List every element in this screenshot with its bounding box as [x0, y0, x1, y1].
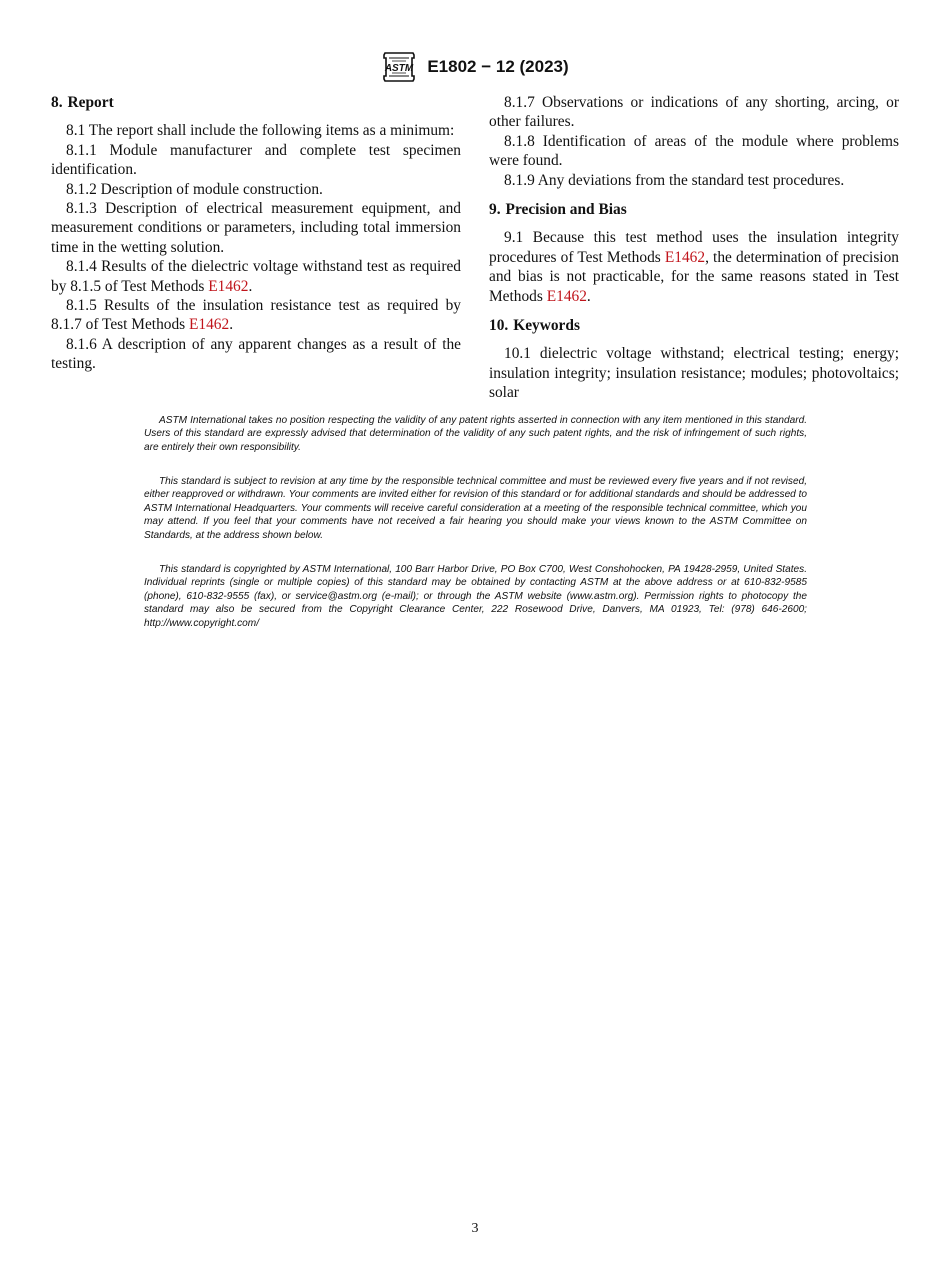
svg-text:ASTM: ASTM: [385, 63, 414, 74]
paragraph-8-1-1: 8.1.1 Module manufacturer and complete test specimen identification.: [51, 141, 461, 179]
page-number: 3: [471, 1221, 479, 1236]
document-designation: E1802 − 12 (2023): [427, 57, 569, 76]
paragraph-8-1-8: 8.1.8 Identification of areas of the module where problems were found.: [489, 132, 899, 170]
paragraph-8-1-7: 8.1.7 Observations or indications of any shorting, arcing, or other failures.: [489, 94, 899, 131]
astm-logo: [381, 50, 417, 84]
paragraph-8-1-6: 8.1.6 A description of any apparent changes as a result of the testing.: [51, 335, 461, 373]
reference-link-e1462[interactable]: E1462: [208, 277, 249, 295]
copyright-notice: This standard is copyrighted by ASTM International, 100 Barr Harbor Drive, PO Box C700, West Conshohocken, PA 19428-2959, United States. Individual reprints (single or multiple copies) of this standard may be obtained by contacting ASTM at the above address or at 610-832-9585 (phone), 610-832-9555 (fax), or service@astm.org (e-mail); or through the ASTM website (www.astm.org). Permission rights to photocopy the standard may also be secured from the Copyright Clearance Center, 222 Rosewood Drive, Danvers, MA 01923, Tel: (978) 646-2600; http://www.copyright.com/: [144, 564, 807, 629]
paragraph-8-1: 8.1 The report shall include the following items as a minimum:: [66, 122, 455, 140]
right-column: [489, 93, 899, 403]
paragraph-9-1: 9.1 Because this test method uses the insulation integrity procedures of Test Methods E1462, the determination of precision and bias is not practicable, for the same reasons stated in Test Methods E1462.: [489, 229, 899, 305]
left-column: [51, 93, 461, 374]
patent-notice: ASTM International takes no position respecting the validity of any patent rights asserted in connection with any item mentioned in this standard. Users of this standard are expressly advised that determination of the validity of any such patent rights, and the risk of infringement of such rights, are entirely their own responsibility.: [144, 415, 807, 453]
paragraph-8-1-4: 8.1.4 Results of the dielectric voltage withstand test as required by 8.1.5 of Test Methods E1462.: [51, 258, 461, 295]
paragraph-10-1: 10.1 dielectric voltage withstand; electrical testing; energy; insulation integrity; insulation resistance; modules; photovoltaics; solar: [489, 345, 899, 402]
reference-link-e1462[interactable]: E1462: [189, 316, 230, 334]
reference-link-e1462[interactable]: E1462: [546, 287, 587, 305]
paragraph-8-1-3: 8.1.3 Description of electrical measurement equipment, and measurement conditions or parameters, including total immersion time in the wetting solution.: [51, 200, 461, 256]
paragraph-8-1-5: 8.1.5 Results of the insulation resistance test as required by 8.1.7 of Test Methods E1462.: [51, 297, 461, 334]
paragraph-8-1-9: 8.1.9 Any deviations from the standard test procedures.: [504, 171, 845, 189]
page-header: [0, 50, 950, 84]
paragraph-8-1-2: 8.1.2 Description of module construction.: [66, 180, 323, 198]
reference-link-e1462[interactable]: E1462: [664, 248, 706, 266]
section-heading-precision-bias: 9. Precision and Bias: [489, 201, 627, 219]
revision-notice: This standard is subject to revision at any time by the responsible technical committee and must be reviewed every five years and if not revised, either reapproved or withdrawn. Your comments are invited either for revision of this standard or for additional standards and should be addressed to ASTM International Headquarters. Your comments will receive careful consideration at a meeting of the responsible technical committee, which you may attend. If you feel that your comments have not received a fair hearing you should make your views known to the ASTM Committee on Standards, at the address shown below.: [144, 476, 808, 541]
section-heading-report: 8. Report: [51, 94, 114, 111]
section-heading-keywords: 10. Keywords: [489, 317, 580, 335]
